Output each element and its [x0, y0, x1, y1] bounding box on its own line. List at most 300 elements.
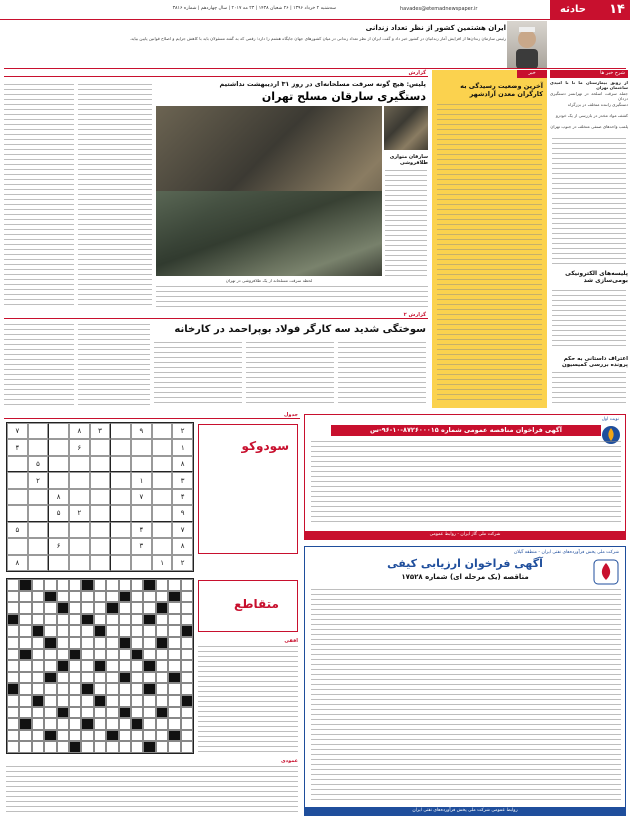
crossword-cell[interactable] [94, 637, 106, 649]
crossword-cell[interactable] [7, 730, 19, 742]
sudoku-cell[interactable] [131, 555, 152, 571]
list-item: دستگیری راننده متخلف در بزرگراه [567, 102, 628, 107]
crossword-cell[interactable] [131, 660, 143, 672]
sudoku-cell[interactable]: ۸ [172, 538, 193, 554]
sudoku-cell[interactable]: ۴ [131, 522, 152, 538]
sudoku-cell[interactable]: ۴ [172, 489, 193, 505]
sudoku-cell[interactable] [110, 505, 131, 521]
yellow-headline: آخرین وضعیت رسیدگی به کارگران معدن آزادشهر [460, 82, 543, 98]
crossword-black-cell [94, 625, 106, 637]
crossword-cell[interactable] [69, 579, 81, 591]
crossword-cell[interactable] [168, 741, 180, 753]
sudoku-cell[interactable]: ۱ [152, 555, 173, 571]
crossword-cell[interactable] [57, 625, 69, 637]
crossword-cell[interactable] [69, 614, 81, 626]
top-story-body: رئیس سازمان زندان‌ها از افزایش آمار زندانیان در کشور خبر داد و گفت ایران از نظر تعداد زندانی در میان کشورهای جهان جایگاه هشتم را دارد؛ رقمی که به گفته مسئولان باید با کاهش جرایم و اصلاح قوانین پایین بیاید. [129, 36, 506, 41]
crossword-cell[interactable] [156, 730, 168, 742]
sudoku-cell[interactable] [110, 555, 131, 571]
photo-caption: لحظه سرقت مسلحانه از یک طلافروشی در تهران [225, 278, 313, 283]
sudoku-cell[interactable] [90, 505, 111, 521]
crossword-cell[interactable] [81, 637, 93, 649]
sudoku-cell[interactable] [48, 555, 69, 571]
sudoku-cell[interactable]: ۶ [48, 538, 69, 554]
sudoku-cell[interactable] [69, 489, 90, 505]
crossword-cell[interactable] [156, 579, 168, 591]
sudoku-cell[interactable] [131, 456, 152, 472]
sudoku-cell[interactable] [90, 439, 111, 455]
sudoku-cell[interactable] [48, 423, 69, 439]
clues-vertical-title: عمودی [280, 758, 298, 764]
crossword-cell[interactable] [106, 718, 118, 730]
right-sidebar [550, 70, 628, 408]
crossword-cell[interactable] [181, 637, 193, 649]
crossword-cell[interactable] [57, 683, 69, 695]
crossword-cell[interactable] [69, 637, 81, 649]
crossword-cell[interactable] [44, 718, 56, 730]
crossword-cell[interactable] [94, 614, 106, 626]
sudoku-cell[interactable]: ۸ [7, 555, 28, 571]
sudoku-cell[interactable]: ۵ [48, 505, 69, 521]
crossword-black-cell [181, 695, 193, 707]
sudoku-cell[interactable] [28, 555, 49, 571]
crossword-cell[interactable] [57, 591, 69, 603]
crossword-cell[interactable] [181, 683, 193, 695]
crossword-cell[interactable] [181, 591, 193, 603]
crossword-cell[interactable] [19, 683, 31, 695]
crossword-cell[interactable] [168, 625, 180, 637]
crossword-cell[interactable] [69, 591, 81, 603]
crossword-cell[interactable] [106, 660, 118, 672]
crossword-cell[interactable] [131, 614, 143, 626]
crossword-cell[interactable] [168, 718, 180, 730]
crossword-cell[interactable] [156, 683, 168, 695]
crossword-cell[interactable] [119, 649, 131, 661]
crossword-cell[interactable] [143, 730, 155, 742]
crossword-cell[interactable] [119, 730, 131, 742]
crossword-cell[interactable] [81, 707, 93, 719]
sudoku-cell[interactable]: ۶ [69, 439, 90, 455]
crossword-cell[interactable] [156, 660, 168, 672]
sudoku-cell[interactable] [110, 456, 131, 472]
crossword-cell[interactable] [106, 649, 118, 661]
crossword-cell[interactable] [57, 614, 69, 626]
sudoku-cell[interactable] [152, 472, 173, 488]
crossword-cell[interactable] [131, 730, 143, 742]
crossword-cell[interactable] [181, 660, 193, 672]
crossword-cell[interactable] [168, 660, 180, 672]
crossword-cell[interactable] [7, 579, 19, 591]
crossword-cell[interactable] [32, 718, 44, 730]
crossword-cell[interactable] [106, 741, 118, 753]
crossword-cell[interactable] [81, 672, 93, 684]
crossword-cell[interactable] [131, 602, 143, 614]
sudoku-cell[interactable]: ۹ [131, 423, 152, 439]
crossword-cell[interactable] [44, 614, 56, 626]
crossword-cell[interactable] [81, 625, 93, 637]
crossword-cell[interactable] [131, 579, 143, 591]
crossword-grid[interactable] [6, 578, 194, 754]
sudoku-cell[interactable] [48, 439, 69, 455]
sudoku-cell[interactable] [28, 489, 49, 505]
sudoku-cell[interactable] [7, 472, 28, 488]
sudoku-cell[interactable] [48, 522, 69, 538]
crossword-cell[interactable] [57, 695, 69, 707]
website-email[interactable]: havades@etemadnewspaper.ir [400, 6, 478, 12]
crossword-cell[interactable] [81, 695, 93, 707]
crossword-cell[interactable] [168, 695, 180, 707]
crossword-cell[interactable] [44, 579, 56, 591]
crossword-cell[interactable] [94, 602, 106, 614]
crossword-cell[interactable] [19, 741, 31, 753]
crossword-cell[interactable] [131, 637, 143, 649]
crossword-cell[interactable] [156, 625, 168, 637]
crossword-cell[interactable] [181, 730, 193, 742]
crossword-cell[interactable] [168, 579, 180, 591]
sudoku-grid[interactable] [6, 422, 194, 572]
sudoku-cell[interactable]: ۱ [172, 439, 193, 455]
sudoku-cell[interactable]: ۲ [172, 423, 193, 439]
crossword-cell[interactable] [156, 718, 168, 730]
crossword-cell[interactable] [168, 602, 180, 614]
crossword-cell[interactable] [7, 602, 19, 614]
crossword-cell[interactable] [181, 579, 193, 591]
crossword-cell[interactable] [94, 672, 106, 684]
crossword-cell[interactable] [106, 683, 118, 695]
sudoku-cell[interactable] [131, 439, 152, 455]
crossword-cell[interactable] [94, 741, 106, 753]
crossword-cell[interactable] [7, 660, 19, 672]
ad2-top-line: شرکت ملی پخش فرآورده‌های نفتی ایران - منطقه گیلان [513, 550, 619, 555]
crossword-black-cell [19, 649, 31, 661]
crossword-black-cell [106, 730, 118, 742]
crossword-cell[interactable] [106, 591, 118, 603]
crossword-cell[interactable] [19, 625, 31, 637]
crossword-cell[interactable] [119, 602, 131, 614]
crossword-cell[interactable] [131, 683, 143, 695]
crossword-cell[interactable] [19, 591, 31, 603]
crossword-cell[interactable] [106, 672, 118, 684]
crossword-cell[interactable] [143, 695, 155, 707]
main-story-subhead: پلیس: هیچ گونه سرقت مسلحانه‌ای در روز ۳۱ اردیبهشت نداشتیم [219, 80, 426, 88]
sudoku-title-box [198, 424, 298, 554]
sudoku-cell[interactable] [28, 439, 49, 455]
sudoku-cell[interactable] [152, 505, 173, 521]
sudoku-cell[interactable] [69, 472, 90, 488]
crossword-cell[interactable] [69, 602, 81, 614]
crossword-cell[interactable] [119, 741, 131, 753]
crossword-cell[interactable] [106, 707, 118, 719]
crossword-cell[interactable] [57, 672, 69, 684]
crossword-cell[interactable] [106, 637, 118, 649]
crossword-cell[interactable] [106, 614, 118, 626]
crossword-cell[interactable] [131, 707, 143, 719]
crossword-cell[interactable] [81, 660, 93, 672]
crossword-black-cell [143, 614, 155, 626]
crossword-cell[interactable] [131, 625, 143, 637]
crossword-cell[interactable] [94, 579, 106, 591]
crossword-cell[interactable] [81, 730, 93, 742]
crossword-cell[interactable] [44, 695, 56, 707]
crossword-cell[interactable] [131, 741, 143, 753]
crossword-cell[interactable] [156, 741, 168, 753]
crossword-cell[interactable] [32, 741, 44, 753]
crossword-cell[interactable] [131, 672, 143, 684]
sudoku-cell[interactable] [28, 423, 49, 439]
crossword-cell[interactable] [7, 591, 19, 603]
crossword-black-cell [57, 707, 69, 719]
crossword-cell[interactable] [32, 672, 44, 684]
crossword-cell[interactable] [143, 602, 155, 614]
crossword-black-cell [156, 637, 168, 649]
crossword-cell[interactable] [143, 672, 155, 684]
sudoku-cell[interactable]: ۳ [131, 538, 152, 554]
crossword-cell[interactable] [7, 695, 19, 707]
sudoku-cell[interactable]: ۷ [7, 423, 28, 439]
sudoku-cell[interactable] [110, 489, 131, 505]
sudoku-cell[interactable] [90, 522, 111, 538]
sudoku-cell[interactable] [152, 522, 173, 538]
sudoku-cell[interactable]: ۱ [131, 472, 152, 488]
crossword-cell[interactable] [7, 625, 19, 637]
crossword-cell[interactable] [32, 614, 44, 626]
crossword-cell[interactable] [181, 741, 193, 753]
sudoku-cell[interactable] [110, 439, 131, 455]
crossword-cell[interactable] [57, 637, 69, 649]
crossword-black-cell [181, 625, 193, 637]
crossword-black-cell [7, 683, 19, 695]
crossword-cell[interactable] [32, 602, 44, 614]
crossword-cell[interactable] [7, 649, 19, 661]
sudoku-cell[interactable] [90, 538, 111, 554]
crossword-cell[interactable] [57, 741, 69, 753]
sudoku-cell[interactable] [110, 423, 131, 439]
crossword-cell[interactable] [19, 672, 31, 684]
crossword-cell[interactable] [19, 602, 31, 614]
crossword-cell[interactable] [69, 718, 81, 730]
sudoku-cell[interactable]: ۳ [90, 423, 111, 439]
crossword-cell[interactable] [32, 730, 44, 742]
ad1-top-line: نوبت اول [601, 417, 619, 422]
crossword-cell[interactable] [181, 672, 193, 684]
crossword-black-cell [44, 672, 56, 684]
crossword-cell[interactable] [19, 695, 31, 707]
crossword-cell[interactable] [181, 707, 193, 719]
crossword-cell[interactable] [156, 695, 168, 707]
sudoku-cell[interactable]: ۲ [28, 472, 49, 488]
sudoku-cell[interactable] [69, 538, 90, 554]
crossword-cell[interactable] [106, 579, 118, 591]
crossword-cell[interactable] [32, 591, 44, 603]
crossword-cell[interactable] [94, 649, 106, 661]
sudoku-cell[interactable] [28, 538, 49, 554]
crossword-cell[interactable] [32, 637, 44, 649]
crossword-cell[interactable] [44, 741, 56, 753]
crossword-cell[interactable] [168, 614, 180, 626]
crossword-cell[interactable] [57, 579, 69, 591]
yellow-kicker: خبر [517, 70, 547, 78]
crossword-cell[interactable] [57, 649, 69, 661]
crossword-cell[interactable] [156, 591, 168, 603]
crossword-black-cell [57, 602, 69, 614]
crossword-black-cell [143, 579, 155, 591]
crossword-cell[interactable] [19, 614, 31, 626]
sudoku-cell[interactable] [152, 423, 173, 439]
sudoku-cell[interactable] [152, 439, 173, 455]
crossword-cell[interactable] [81, 602, 93, 614]
crossword-cell[interactable] [94, 683, 106, 695]
crossword-cell[interactable] [143, 649, 155, 661]
sudoku-cell[interactable]: ۵ [7, 522, 28, 538]
brief-kicker: شرح خبر ها [550, 70, 628, 78]
crossword-cell[interactable] [69, 683, 81, 695]
crossword-cell[interactable] [32, 683, 44, 695]
sudoku-cell[interactable]: ۸ [48, 489, 69, 505]
clues-horizontal-title: افقی [284, 638, 298, 644]
crossword-cell[interactable] [57, 718, 69, 730]
crossword-cell[interactable] [7, 672, 19, 684]
crossword-cell[interactable] [181, 649, 193, 661]
puzzle-bar [4, 412, 300, 419]
sudoku-cell[interactable] [90, 555, 111, 571]
crossword-cell[interactable] [7, 637, 19, 649]
sudoku-cell[interactable] [7, 456, 28, 472]
crossword-cell[interactable] [131, 695, 143, 707]
crossword-cell[interactable] [44, 602, 56, 614]
crossword-cell[interactable] [143, 718, 155, 730]
crossword-cell[interactable] [181, 614, 193, 626]
crossword-cell[interactable] [143, 637, 155, 649]
crossword-cell[interactable] [69, 730, 81, 742]
sudoku-cell[interactable]: ۷ [172, 522, 193, 538]
sudoku-cell[interactable] [48, 472, 69, 488]
sudoku-cell[interactable]: ۳ [172, 472, 193, 488]
sudoku-cell[interactable] [110, 538, 131, 554]
sudoku-cell[interactable] [90, 489, 111, 505]
crossword-cell[interactable] [181, 718, 193, 730]
crossword-cell[interactable] [119, 718, 131, 730]
red-divider [4, 68, 626, 69]
crossword-cell[interactable] [19, 707, 31, 719]
sudoku-cell[interactable]: ۵ [28, 456, 49, 472]
sudoku-cell[interactable] [152, 489, 173, 505]
crossword-cell[interactable] [69, 695, 81, 707]
crossword-cell[interactable] [69, 625, 81, 637]
crossword-cell[interactable] [19, 730, 31, 742]
sudoku-cell[interactable] [90, 456, 111, 472]
sudoku-cell[interactable] [7, 538, 28, 554]
crossword-cell[interactable] [119, 614, 131, 626]
sudoku-cell[interactable]: ۸ [69, 423, 90, 439]
side-photo [384, 106, 428, 150]
crossword-cell[interactable] [94, 730, 106, 742]
crossword-cell[interactable] [81, 591, 93, 603]
crossword-cell[interactable] [81, 649, 93, 661]
crossword-cell[interactable] [19, 660, 31, 672]
crossword-cell[interactable] [69, 660, 81, 672]
sudoku-cell[interactable] [7, 505, 28, 521]
crossword-cell[interactable] [131, 591, 143, 603]
robbery-body-lines [552, 372, 626, 406]
crossword-cell[interactable] [57, 730, 69, 742]
sudoku-cell[interactable] [69, 522, 90, 538]
second-story-lines-1 [4, 324, 74, 406]
crossword-cell[interactable] [143, 591, 155, 603]
crossword-cell[interactable] [94, 591, 106, 603]
sudoku-cell[interactable] [152, 456, 173, 472]
crossword-cell[interactable] [143, 625, 155, 637]
crossword-cell[interactable] [94, 707, 106, 719]
sudoku-cell[interactable]: ۹ [172, 505, 193, 521]
sudoku-cell[interactable]: ۸ [172, 456, 193, 472]
crossword-cell[interactable] [44, 707, 56, 719]
crossword-cell[interactable] [119, 579, 131, 591]
crossword-cell[interactable] [32, 649, 44, 661]
crossword-cell[interactable] [94, 718, 106, 730]
sudoku-cell[interactable] [28, 505, 49, 521]
sudoku-cell[interactable] [48, 456, 69, 472]
crossword-cell[interactable] [168, 683, 180, 695]
crossword-cell[interactable] [19, 637, 31, 649]
sudoku-cell[interactable]: ۴ [7, 439, 28, 455]
crossword-cell[interactable] [7, 707, 19, 719]
crossword-cell[interactable] [44, 683, 56, 695]
sudoku-cell[interactable]: ۲ [69, 505, 90, 521]
crossword-cell[interactable] [32, 579, 44, 591]
list-item: پلمب واحدهای صنفی متخلف در جنوب تهران [550, 124, 628, 129]
crossword-cell[interactable] [69, 672, 81, 684]
crossword-cell[interactable] [69, 707, 81, 719]
crossword-black-cell [44, 591, 56, 603]
sudoku-cell[interactable]: ۷ [131, 489, 152, 505]
crossword-cell[interactable] [143, 707, 155, 719]
crossword-cell[interactable] [7, 741, 19, 753]
sudoku-cell[interactable] [131, 505, 152, 521]
crossword-cell[interactable] [119, 695, 131, 707]
sudoku-cell[interactable] [90, 472, 111, 488]
crossword-cell[interactable] [32, 707, 44, 719]
sudoku-cell[interactable] [28, 522, 49, 538]
crossword-cell[interactable] [119, 660, 131, 672]
sudoku-cell[interactable] [110, 522, 131, 538]
crossword-cell[interactable] [44, 625, 56, 637]
sudoku-cell[interactable] [69, 456, 90, 472]
crossword-cell[interactable] [168, 707, 180, 719]
crossword-cell[interactable] [168, 637, 180, 649]
crossword-black-cell [119, 591, 131, 603]
crossword-cell[interactable] [156, 614, 168, 626]
sudoku-cell[interactable]: ۲ [172, 555, 193, 571]
crossword-cell[interactable] [156, 672, 168, 684]
crossword-cell[interactable] [106, 695, 118, 707]
crossword-cell[interactable] [81, 741, 93, 753]
date-line: سه‌شنبه ۲ خرداد ۱۳۹۶ | ۲۶ شعبان ۱۴۳۸ | ۲۳ مه ۲۰۱۷ | سال چهاردهم | شماره ۳۸۱۶ [172, 6, 336, 11]
sudoku-cell[interactable] [69, 555, 90, 571]
crossword-cell[interactable] [7, 718, 19, 730]
sudoku-cell[interactable] [7, 489, 28, 505]
crossword-cell[interactable] [44, 649, 56, 661]
crossword-cell[interactable] [156, 649, 168, 661]
sudoku-cell[interactable] [152, 538, 173, 554]
crossword-black-cell [57, 660, 69, 672]
crossword-cell[interactable] [119, 625, 131, 637]
crossword-cell[interactable] [106, 625, 118, 637]
crossword-cell[interactable] [168, 649, 180, 661]
crossword-cell[interactable] [44, 660, 56, 672]
crossword-cell[interactable] [119, 683, 131, 695]
crossword-cell[interactable] [181, 602, 193, 614]
crossword-cell[interactable] [32, 660, 44, 672]
sudoku-cell[interactable] [110, 472, 131, 488]
